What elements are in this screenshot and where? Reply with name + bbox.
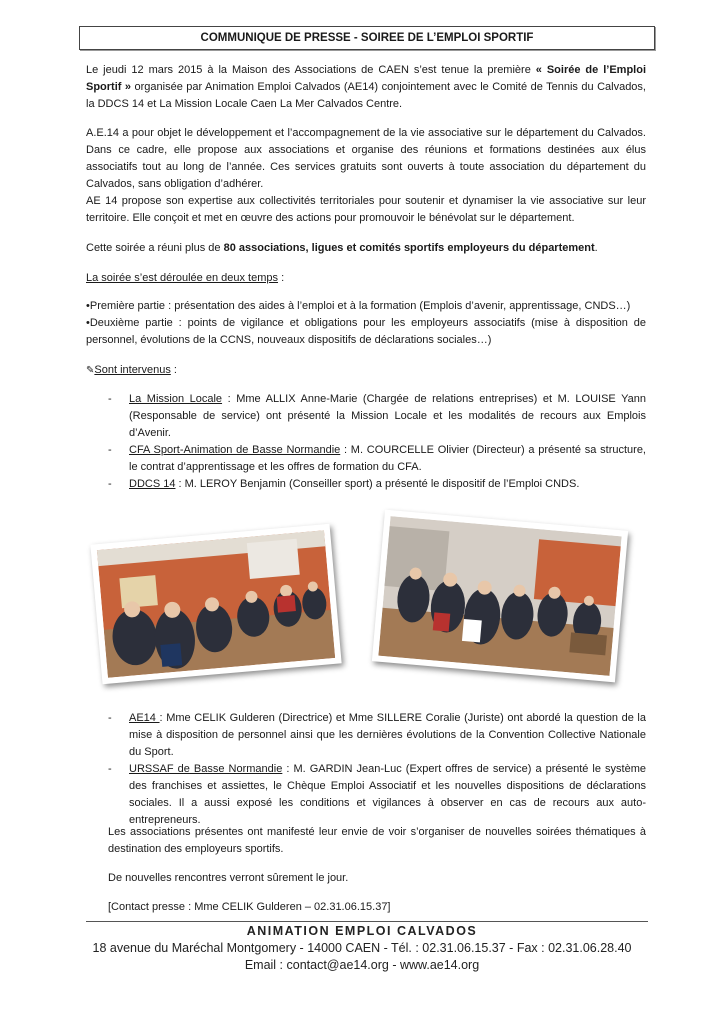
about-ae14 xyxy=(86,125,646,227)
audience-photo-1 xyxy=(97,530,335,677)
closing-paragraph: Les associations présentes ont manifesté leur envie de voir s’organiser de nouvelles soirées thématiques à destination des employeurs sportifs. xyxy=(108,826,646,855)
speaker-org: CFA Sport-Animation de Basse Normandie xyxy=(129,444,341,456)
event-photo-left xyxy=(90,524,341,684)
footer-address: 18 avenue du Maréchal Montgomery - 14000 CAEN - Tél. : 02.31.06.15.37 - Fax : 02.31.06.28.40 xyxy=(92,941,632,955)
press-release-title: COMMUNIQUE DE PRESSE - SOIREE DE L’EMPLOI SPORTIF xyxy=(79,26,655,50)
speakers-heading xyxy=(86,362,646,379)
list-item xyxy=(108,391,646,442)
part-one: •Première partie : présentation des aides à l’emploi et à la formation (Emplois d’avenir, apprentissage, CNDS…) xyxy=(86,300,631,312)
attendance-paragraph xyxy=(86,240,646,257)
intro-paragraph xyxy=(86,62,646,113)
press-contact: [Contact presse : Mme CELIK Gulderen – 02.31.06.15.37] xyxy=(108,901,391,913)
footer-contact: Email : contact@ae14.org - www.ae14.org xyxy=(244,958,480,972)
dash-marker: - xyxy=(108,444,112,456)
attendance-highlight: 80 associations, ligues et comités sportifs employeurs du département xyxy=(223,242,595,254)
timing-heading-suffix: : xyxy=(278,272,285,284)
speaker-org: AE14 xyxy=(129,712,160,724)
speaker-org: La Mission Locale xyxy=(129,393,223,405)
dash-marker: - xyxy=(108,712,112,724)
about-paragraph-1: A.E.14 a pour objet le développement et l’accompagnement de la vie associative sur le département du Calvados. Dans ce cadre, elle propose aux associations et organise des réunions et formations destinées aux élus associatifs tout au long de l’année. Ces services gratuits sont ouverts à toute association du département du Calvados, sans obligation d’adhérer. xyxy=(86,127,646,190)
timing-heading xyxy=(86,270,646,287)
list-item xyxy=(108,476,646,493)
speaker-text: : Mme ALLIX Anne-Marie (Chargée de relations entreprises) et M. LOUISE Yann (Responsable de service) ont présenté la Mission Locale et les modalités de recours aux Emplois d’Avenir. xyxy=(129,393,646,439)
speakers-list-2 xyxy=(108,710,646,829)
dash-marker: - xyxy=(108,393,112,405)
dash-marker: - xyxy=(108,763,112,775)
list-item xyxy=(108,761,646,829)
footer-org-name: ANIMATION EMPLOI CALVADOS xyxy=(246,924,478,938)
speaker-org: URSSAF de Basse Normandie xyxy=(129,763,283,775)
attendance-text: Cette soirée a réuni plus de xyxy=(86,242,224,254)
about-paragraph-2: AE 14 propose son expertise aux collectivités territoriales pour soutenir et dynamiser la vie associative sur leur territoire. Elle conçoit et met en œuvre des actions pour promouvoir le bénévolat sur le département. xyxy=(86,195,646,224)
timing-parts xyxy=(86,298,646,349)
timing-heading-label: La soirée s’est déroulée en deux temps xyxy=(86,272,279,284)
closing-section xyxy=(108,824,646,916)
list-item xyxy=(108,710,646,761)
speaker-text: : M. COURCELLE Olivier (Directeur) a présenté sa structure, le contrat d’apprentissage et les offres de formation du CFA. xyxy=(129,444,646,473)
pencil-icon: ✎ xyxy=(86,365,95,376)
speakers-heading-suffix: : xyxy=(170,364,177,376)
speaker-org: DDCS 14 xyxy=(129,478,176,490)
speaker-text: : Mme CELIK Gulderen (Directrice) et Mme SILLERE Coralie (Juriste) ont abordé la question de la mise à disposition de personnel ainsi que les dernières évolutions de la Convention Collective Nationale du Sport. xyxy=(129,712,646,758)
speaker-text: : M. GARDIN Jean-Luc (Expert offres de service) a présenté le système des franchises et assiettes, le Chèque Emploi Associatif et les nouvelles dispositions de déclarations sociales. Il a aussi exposé les conditions et vigilances à observer en cas de recours aux auto-entrepreneurs. xyxy=(129,763,646,826)
dash-marker: - xyxy=(108,478,112,490)
event-name: « Soirée de l’Emploi Sportif » xyxy=(86,64,646,93)
audience-photo-2 xyxy=(378,516,621,676)
speaker-text: : M. LEROY Benjamin (Conseiller sport) a présenté le dispositif de l’Emploi CNDS. xyxy=(175,478,580,490)
attendance-end: . xyxy=(594,242,598,254)
part-two: •Deuxième partie : points de vigilance et obligations pour les employeurs associatifs (mise à disposition de personnel, évolutions de la CCNS, nouveaux dispositifs de déclarations sociales…) xyxy=(86,317,646,346)
closing-line: De nouvelles rencontres verront sûrement le jour. xyxy=(108,872,349,884)
intro-text-end: organisée par Animation Emploi Calvados (AE14) conjointement avec le Comité de Tennis du Calvados, la DDCS 14 et La Mission Locale Caen La Mer Calvados Centre. xyxy=(86,81,646,110)
footer-divider xyxy=(86,921,648,922)
speakers-heading-label: Sont intervenus xyxy=(94,364,171,376)
speakers-list-1 xyxy=(108,391,646,493)
event-photo-right xyxy=(372,510,628,683)
intro-text: Le jeudi 12 mars 2015 à la Maison des Associations de CAEN s’est tenue la première xyxy=(86,64,536,76)
list-item xyxy=(108,442,646,476)
